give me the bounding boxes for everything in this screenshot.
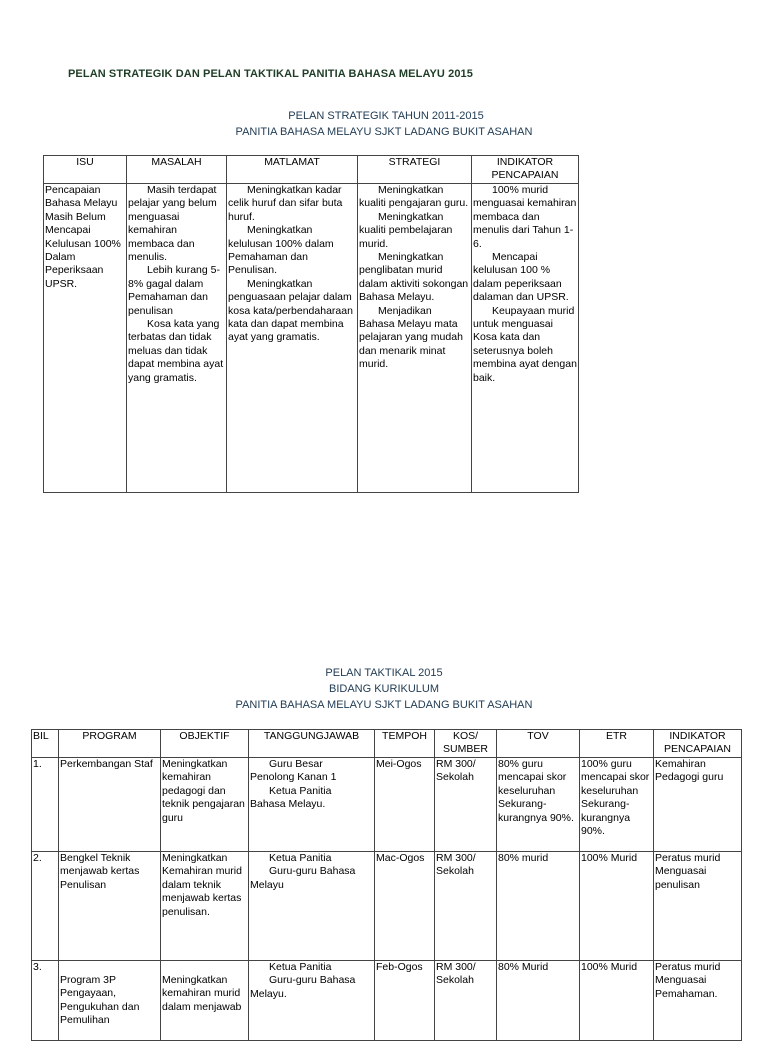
table-row xyxy=(32,961,742,1041)
strategic-heading xyxy=(0,108,768,140)
cell-kos: RM 300/ Sekolah xyxy=(435,852,497,961)
cell-objektif: Meningkatkan kemahiran pedagogi dan teknik pengajaran guru xyxy=(161,758,249,852)
header-indikator-pencapaian: INDIKATOR PENCAPAIAN xyxy=(654,730,742,758)
isu-text: Pencapaian Bahasa Melayu Masih Belum Mencapai Kelulusan 100% Dalam Peperiksaan UPSR. xyxy=(45,184,121,290)
header-objektif: OBJEKTIF xyxy=(161,730,249,758)
header-bil: BIL xyxy=(32,730,59,758)
indikator-item: Mencapai kelulusan 100 % dalam peperiksaan dalaman dan UPSR. xyxy=(473,251,569,304)
masalah-item: Masih terdapat pelajar yang belum menguasai kemahiran membaca dan menulis. xyxy=(128,184,217,264)
cell-bil: 3. xyxy=(32,961,59,1041)
tactical-header-row xyxy=(32,730,742,758)
indikator-text: Peratus murid Menguasai Pemahaman. xyxy=(655,961,721,1000)
strategic-heading-line-1: PELAN STRATEGIK TAHUN 2011-2015 xyxy=(288,110,484,122)
table-row xyxy=(32,758,742,852)
tanggungjawab-line: Melayu. xyxy=(250,987,287,1000)
cell-etr: 100% guru mencapai skor keseluruhan Sekurang-kurangnya 90%. xyxy=(580,758,654,852)
strategic-header-row xyxy=(44,156,579,184)
strategi-item: Meningkatkan kualiti pembelajaran murid. xyxy=(359,210,453,250)
indikator-item: 100% murid menguasai kemahiran membaca dan menulis dari Tahun 1-6. xyxy=(473,184,577,250)
cell-tanggungjawab xyxy=(249,852,375,961)
header-tov: TOV xyxy=(497,730,580,758)
indikator-item: Kosa kata dan seterusnya boleh membina ayat dengan baik. xyxy=(473,331,577,384)
cell-matlamat xyxy=(227,184,358,493)
cell-masalah xyxy=(127,184,227,493)
strategi-item: Meningkatkan penglibatan murid dalam aktiviti sokongan Bahasa Melayu. xyxy=(359,251,469,304)
strategic-heading-line-2: PANITIA BAHASA MELAYU SJKT LADANG BUKIT ASAHAN xyxy=(235,126,533,138)
tactical-plan-table xyxy=(31,729,742,1041)
strategic-row xyxy=(44,184,579,493)
cell-tov: 80% Murid xyxy=(497,961,580,1041)
matlamat-item: Meningkatkan kelulusan 100% dalam Pemahaman dan Penulisan. xyxy=(228,224,334,277)
header-isu: ISU xyxy=(44,156,127,184)
header-tanggungjawab: TANGGUNGJAWAB xyxy=(249,730,375,758)
indikator-item: Keupayaan murid untuk menguasai xyxy=(473,304,575,331)
tactical-heading-line-2: BIDANG KURIKULUM xyxy=(328,683,440,695)
header-indikator: INDIKATOR PENCAPAIAN xyxy=(472,156,579,184)
cell-tempoh: Mac-Ogos xyxy=(375,852,435,961)
cell-isu xyxy=(44,184,127,493)
cell-objektif: Meningkatkan kemahiran murid dalam menjawab xyxy=(161,961,249,1041)
strategi-item: Meningkatkan kualiti pengajaran guru. xyxy=(359,184,469,210)
cell-strategi xyxy=(358,184,472,493)
cell-indikator: Kemahiran Pedagogi guru xyxy=(654,758,742,852)
tanggungjawab-line: Melayu xyxy=(250,878,284,891)
cell-tanggungjawab xyxy=(249,961,375,1041)
tanggungjawab-line: Guru-guru Bahasa xyxy=(269,974,356,987)
cell-tempoh: Mei-Ogos xyxy=(375,758,435,852)
strategic-plan-table xyxy=(43,155,579,493)
cell-tov: 80% guru mencapai skor keseluruhan Sekurang-kurangnya 90%. xyxy=(497,758,580,852)
tanggungjawab-line: Guru-guru Bahasa xyxy=(269,865,356,878)
cell-indikator: Peratus murid Menguasai penulisan xyxy=(654,852,742,961)
cell-tanggungjawab xyxy=(249,758,375,852)
cell-indikator xyxy=(654,961,742,1041)
header-masalah: MASALAH xyxy=(127,156,227,184)
cell-indikator xyxy=(472,184,579,493)
masalah-item: Kosa kata yang terbatas dan tidak meluas dan tidak dapat membina ayat yang gramatis. xyxy=(128,318,224,384)
tanggungjawab-line: Ketua Panitia xyxy=(269,784,332,797)
cell-tov: 80% murid xyxy=(497,852,580,961)
table-row xyxy=(32,852,742,961)
cell-kos: RM 300/ Sekolah xyxy=(435,961,497,1041)
header-kos-sumber: KOS/ SUMBER xyxy=(435,730,497,758)
cell-bil: 2. xyxy=(32,852,59,961)
header-program: PROGRAM xyxy=(59,730,161,758)
cell-program: Perkembangan Staf xyxy=(59,758,161,852)
header-etr: ETR xyxy=(580,730,654,758)
tanggungjawab-line: Penolong Kanan 1 xyxy=(250,771,337,784)
tanggungjawab-line: Guru Besar xyxy=(269,758,323,770)
tactical-heading-line-1: PELAN TAKTIKAL 2015 xyxy=(325,667,443,679)
cell-objektif: Meningkatkan Kemahiran murid dalam teknik menjawab kertas penulisan. xyxy=(161,852,249,961)
tanggungjawab-line: Ketua Panitia xyxy=(269,852,332,864)
tactical-heading xyxy=(0,665,768,713)
cell-etr: 100% Murid xyxy=(580,852,654,961)
cell-bil: 1. xyxy=(32,758,59,852)
document-title: PELAN STRATEGIK DAN PELAN TAKTIKAL PANITIA BAHASA MELAYU 2015 xyxy=(68,68,473,80)
strategi-item: Menjadikan Bahasa Melayu mata pelajaran yang mudah dan menarik minat murid. xyxy=(359,304,463,371)
header-matlamat: MATLAMAT xyxy=(227,156,358,184)
cell-program: Bengkel Teknik menjawab kertas Penulisan xyxy=(59,852,161,961)
cell-program: Program 3P Pengayaan, Pengukuhan dan Pemulihan xyxy=(59,961,161,1041)
cell-tempoh: Feb-Ogos xyxy=(375,961,435,1041)
tactical-heading-line-3: PANITIA BAHASA MELAYU SJKT LADANG BUKIT ASAHAN xyxy=(235,699,533,711)
matlamat-item: Meningkatkan penguasaan pelajar dalam kosa kata/perbendaharaan kata dan dapat membina ayat yang gramatis. xyxy=(228,277,353,344)
cell-kos: RM 300/ Sekolah xyxy=(435,758,497,852)
tanggungjawab-line: Bahasa Melayu. xyxy=(250,798,326,811)
matlamat-item: Meningkatkan kadar celik huruf dan sifar buta huruf. xyxy=(228,184,343,223)
masalah-item: Lebih kurang 5-8% gagal dalam Pemahaman dan penulisan xyxy=(128,264,220,317)
header-tempoh: TEMPOH xyxy=(375,730,435,758)
header-strategi: STRATEGI xyxy=(358,156,472,184)
tanggungjawab-line: Ketua Panitia xyxy=(269,961,332,973)
cell-etr: 100% Murid xyxy=(580,961,654,1041)
